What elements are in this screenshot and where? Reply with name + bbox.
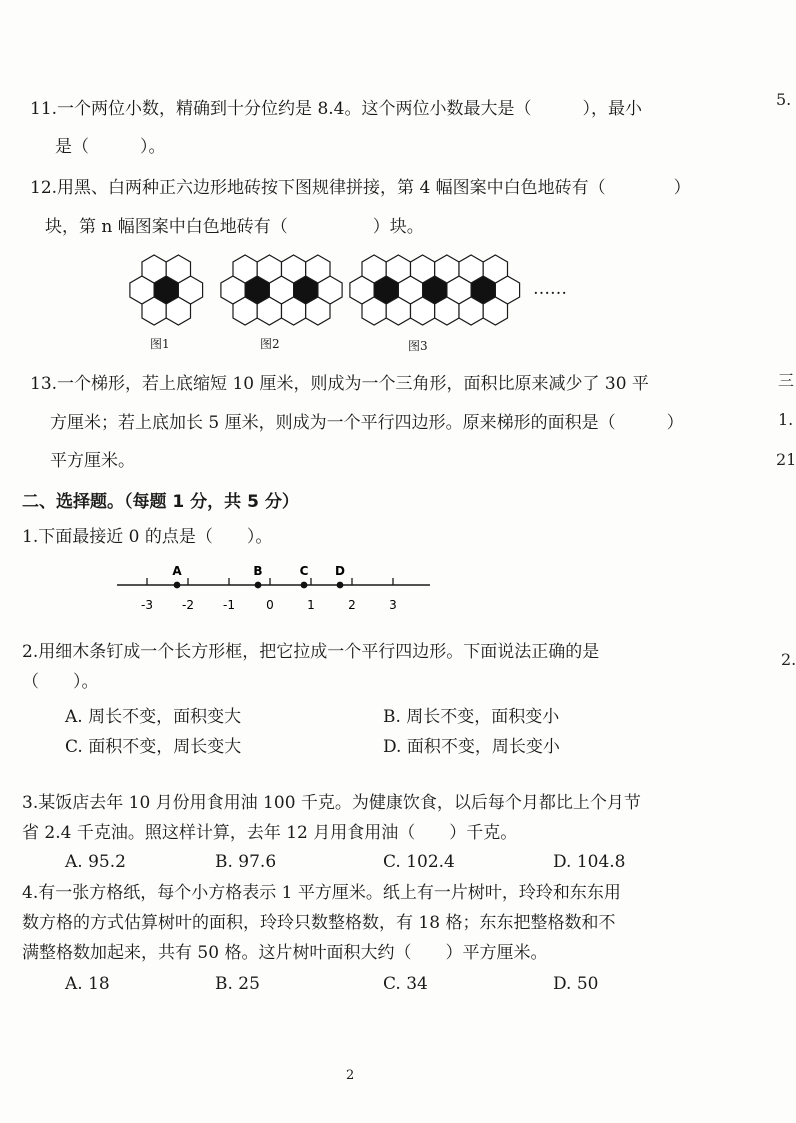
number-line-point-label: C — [299, 564, 309, 578]
edge-text-2: 三 — [778, 371, 795, 390]
c2-option-d: D. 面积不变，周长变小 — [383, 737, 560, 757]
c3-line2: 省 2.4 千克油。照这样计算，去年 12 月用食用油（ ）千克。 — [22, 823, 518, 843]
figure-caption-2: 图2 — [260, 337, 280, 351]
c3-line1: 3.某饭店去年 10 月份用食用油 100 千克。为健康饮食，以后每个月都比上个月节 — [22, 793, 641, 813]
number-line-tick-label: -2 — [182, 598, 194, 612]
q13-line2: 方厘米；若上底加长 5 厘米，则成为一个平行四边形。原来梯形的面积是（ ） — [50, 413, 684, 433]
number-line-point — [337, 582, 344, 589]
c1-stem: 1.下面最接近 0 的点是（ ）。 — [22, 527, 273, 547]
q11-line2: 是（ ）。 — [55, 137, 166, 157]
edge-text-1: 5. — [776, 90, 792, 109]
q12-line2: 块，第 n 幅图案中白色地砖有（ ）块。 — [45, 217, 424, 237]
number-line-tick-label: 2 — [348, 598, 356, 612]
edge-text-5: 2. — [781, 650, 796, 669]
c4-option-d: D. 50 — [553, 974, 599, 994]
c4-line1: 4.有一张方格纸，每个小方格表示 1 平方厘米。纸上有一片树叶，玲玲和东东用 — [22, 883, 621, 903]
q11-line1: 11.一个两位小数，精确到十分位约是 8.4。这个两位小数最大是（ ），最小 — [30, 99, 642, 119]
c4-option-a: A. 18 — [65, 974, 110, 994]
figure-caption-1: 图1 — [150, 337, 170, 351]
number-line-tick-label: -1 — [223, 598, 235, 612]
c3-option-d: D. 104.8 — [553, 852, 626, 872]
c4-option-c: C. 34 — [383, 974, 428, 994]
edge-text-4: 21 — [776, 450, 796, 469]
number-line-point — [255, 582, 262, 589]
page-number: 2 — [346, 1068, 355, 1083]
q13-line1: 13.一个梯形，若上底缩短 10 厘米，则成为一个三角形，面积比原来减少了 30 平 — [30, 374, 649, 394]
number-line-point-label: A — [172, 564, 182, 578]
c3-option-c: C. 102.4 — [383, 852, 455, 872]
number-line-tick-label: -3 — [141, 598, 153, 612]
c3-option-a: A. 95.2 — [65, 852, 126, 872]
number-line-tick-label: 3 — [389, 598, 397, 612]
number-line-point — [174, 582, 181, 589]
section-title-choice: 二、选择题。（每题 1 分，共 5 分） — [22, 492, 299, 512]
number-line-tick-label: 1 — [307, 598, 315, 612]
q12-line1: 12.用黑、白两种正六边形地砖按下图规律拼接，第 4 幅图案中白色地砖有（ ） — [30, 178, 691, 198]
c2-line2: （ ）。 — [22, 672, 99, 692]
number-line-point-label: B — [253, 564, 263, 578]
c4-line3: 满整格数加起来，共有 50 格。这片树叶面积大约（ ）平方厘米。 — [22, 943, 548, 963]
q13-line3: 平方厘米。 — [50, 451, 135, 471]
c4-line2: 数方格的方式估算树叶的面积，玲玲只数整格数，有 18 格；东东把整格数和不 — [22, 913, 616, 933]
pattern-ellipsis: …… — [533, 279, 567, 299]
c3-option-b: B. 97.6 — [215, 852, 277, 872]
c2-option-a: A. 周长不变，面积变大 — [65, 707, 242, 727]
number-line-point-label: D — [335, 564, 345, 578]
number-line-point — [301, 582, 308, 589]
c2-line1: 2.用细木条钉成一个长方形框，把它拉成一个平行四边形。下面说法正确的是 — [22, 642, 600, 662]
c2-option-b: B. 周长不变，面积变小 — [383, 707, 560, 727]
c2-option-c: C. 面积不变，周长变大 — [65, 737, 242, 757]
figure-caption-3: 图3 — [408, 339, 428, 353]
edge-text-3: 1. — [778, 410, 794, 429]
number-line-tick-label: 0 — [266, 598, 274, 612]
c4-option-b: B. 25 — [215, 974, 260, 994]
